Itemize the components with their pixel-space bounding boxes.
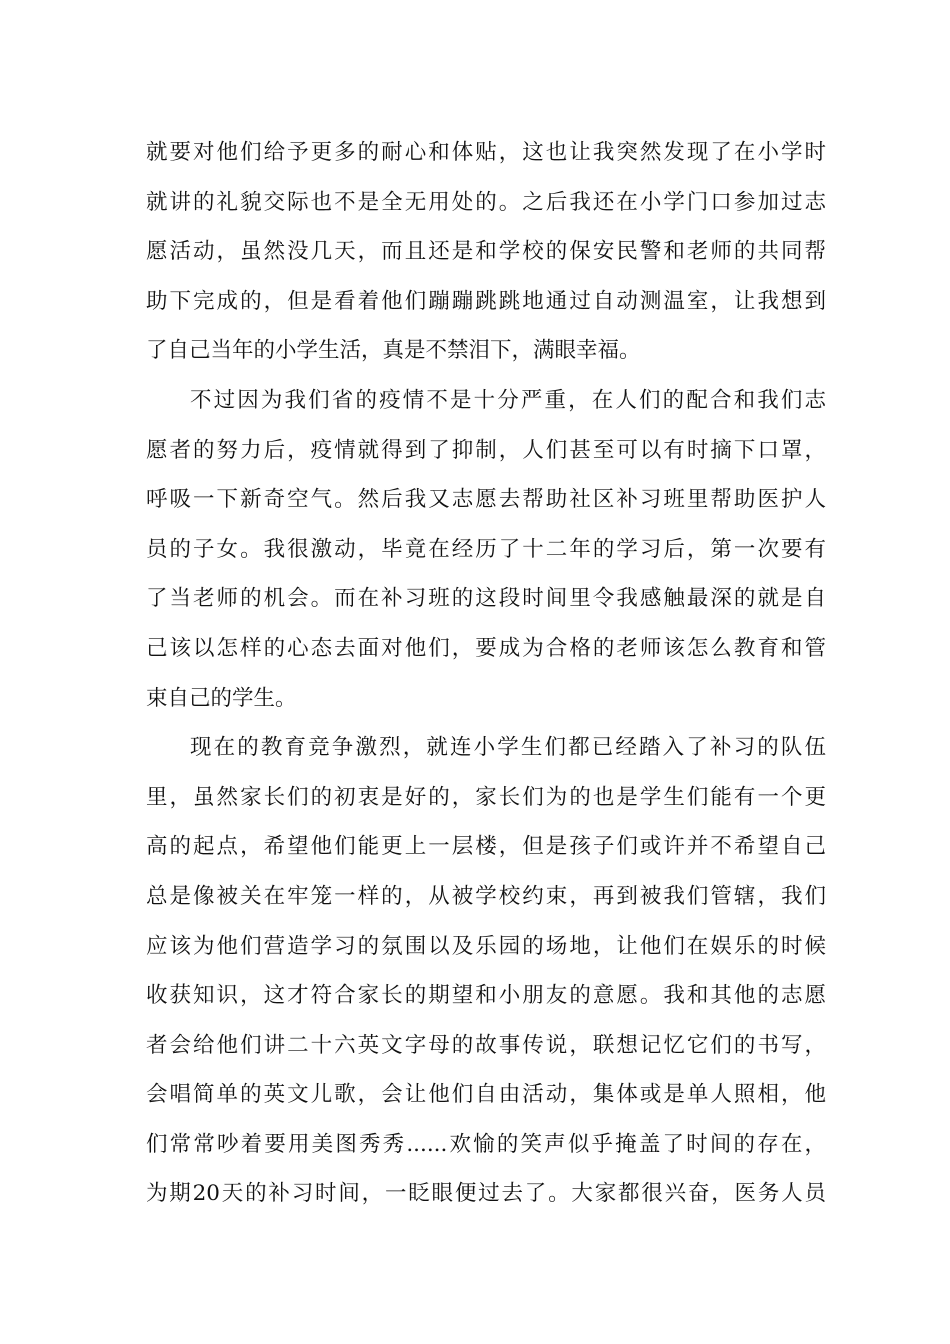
text-line: 应该为他们营造学习的氛围以及乐园的场地，让他们在娱乐的时候 <box>146 933 826 959</box>
text-line: 们常常吵着要用美图秀秀......欢愉的笑声似乎掩盖了时间的存在， <box>146 1131 826 1157</box>
text-line: 了当老师的机会。而在补习班的这段时间里令我感触最深的就是自 <box>146 586 826 612</box>
text-line: 束自己的学生。 <box>146 685 297 711</box>
text-line: 员的子女。我很激动，毕竟在经历了十二年的学习后，第一次要有 <box>146 536 826 562</box>
paragraph-1 <box>146 128 826 376</box>
text-line: 愿活动，虽然没几天，而且还是和学校的保安民警和老师的共同帮 <box>146 239 826 265</box>
text-line: 总是像被关在牢笼一样的，从被学校约束，再到被我们管辖，我们 <box>146 883 826 909</box>
text-line: 高的起点，希望他们能更上一层楼，但是孩子们或许并不希望自己 <box>146 834 826 860</box>
text-line: 了自己当年的小学生活，真是不禁泪下，满眼幸福。 <box>146 338 641 364</box>
text-line: 愿者的努力后，疫情就得到了抑制，人们甚至可以有时摘下口罩， <box>146 437 826 463</box>
text-line: 收获知识，这才符合家长的期望和小朋友的意愿。我和其他的志愿 <box>146 983 826 1009</box>
text-line: 不过因为我们省的疫情不是十分严重，在人们的配合和我们志 <box>190 387 826 413</box>
text-line: 呼吸一下新奇空气。然后我又志愿去帮助社区补习班里帮助医护人 <box>146 487 826 513</box>
text-line: 里，虽然家长们的初衷是好的，家长们为的也是学生们能有一个更 <box>146 784 826 810</box>
paragraph-3 <box>146 723 826 1219</box>
paragraph-2 <box>146 376 826 723</box>
text-line: 现在的教育竞争激烈，就连小学生们都已经踏入了补习的队伍 <box>190 735 826 761</box>
text-line: 为期20天的补习时间，一眨眼便过去了。大家都很兴奋，医务人员 <box>146 1181 826 1207</box>
body-text <box>146 128 826 1219</box>
text-line: 就讲的礼貌交际也不是全无用处的。之后我还在小学门口参加过志 <box>146 189 826 215</box>
text-line: 助下完成的，但是看着他们蹦蹦跳跳地通过自动测温室，让我想到 <box>146 288 826 314</box>
text-line: 己该以怎样的心态去面对他们，要成为合格的老师该怎么教育和管 <box>146 635 826 661</box>
text-line: 会唱简单的英文儿歌，会让他们自由活动，集体或是单人照相，他 <box>146 1082 826 1108</box>
text-line: 者会给他们讲二十六英文字母的故事传说，联想记忆它们的书写， <box>146 1032 826 1058</box>
text-line: 就要对他们给予更多的耐心和体贴，这也让我突然发现了在小学时 <box>146 140 826 165</box>
